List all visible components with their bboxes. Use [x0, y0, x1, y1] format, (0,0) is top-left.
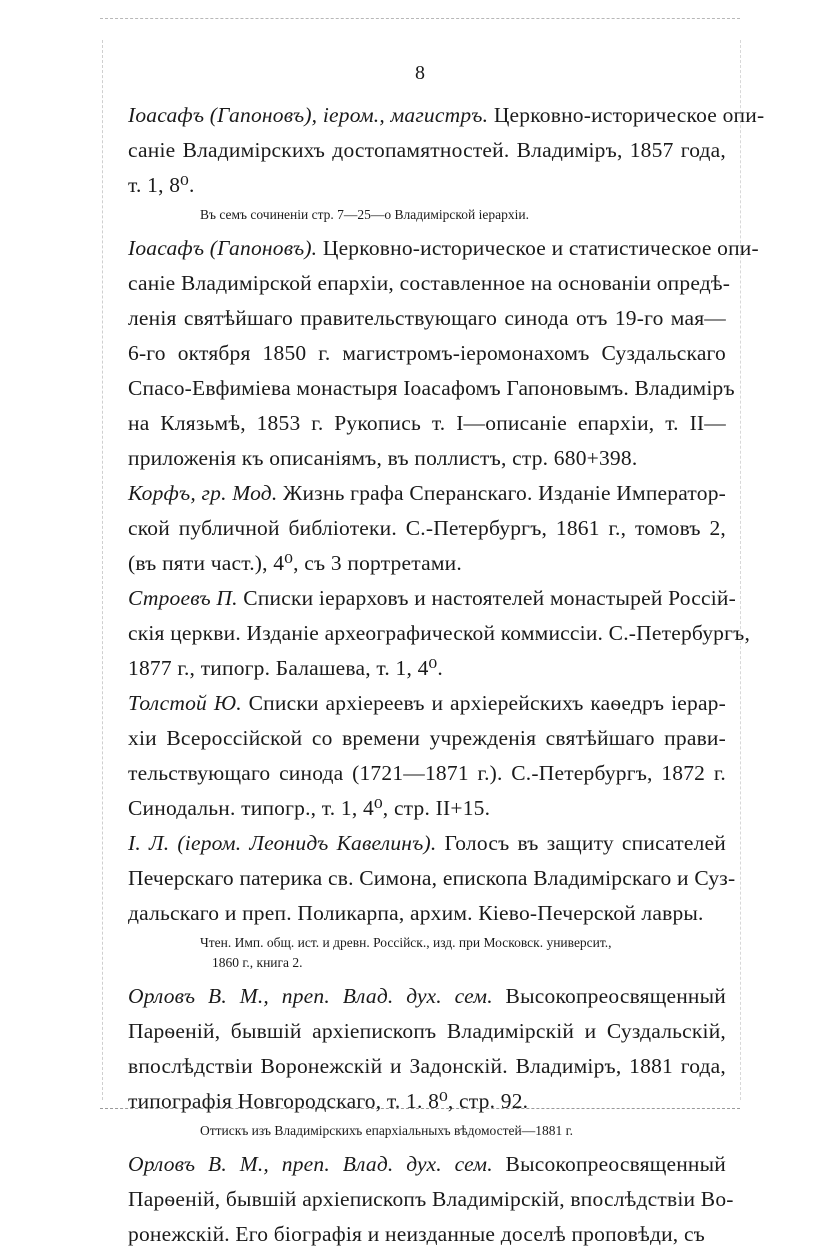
- entry-text: ленія святѣйшаго правительствующаго синода отъ 19-го мая—: [128, 306, 726, 330]
- page-edge-left: [102, 40, 103, 1100]
- entry-line: [128, 476, 726, 511]
- entry-line: [128, 581, 736, 616]
- entry-author: Іоасафъ (Гапоновъ).: [128, 236, 318, 260]
- entry-line: [128, 1049, 726, 1084]
- entry-text: хіи Всероссійской со времени учрежденія святѣйшаго прави-: [128, 726, 726, 750]
- entry-text: Высокопреосвященный: [492, 984, 726, 1008]
- entry-text: Списки іерарховъ и настоятелей монастырей Россій-: [237, 586, 736, 610]
- entry-line: [128, 686, 726, 721]
- bibliography-entry: [128, 826, 736, 973]
- entry-line: [128, 979, 726, 1014]
- entry-line: [128, 133, 726, 168]
- entry-author: Толстой Ю.: [128, 691, 242, 715]
- bibliography-entry: [128, 581, 751, 686]
- entry-text: саніе Владимірской епархіи, составленное на основаніи опредѣ-: [128, 271, 731, 295]
- entry-note: Чтен. Имп. общ. ист. и древн. Россійск., изд. при Московск. университ.,: [200, 935, 612, 950]
- entry-line: [128, 371, 735, 406]
- bibliography-entry: [128, 1147, 734, 1252]
- entry-note: Въ семъ сочиненіи стр. 7—25—о Владимірской іерархіи.: [200, 207, 529, 222]
- bibliography-list: [128, 98, 765, 1252]
- entry-line: [128, 406, 726, 441]
- entry-note: Оттискъ изъ Владимірскихъ епархіальныхъ вѣдомостей—1881 г.: [200, 1123, 574, 1138]
- entry-line: [128, 1217, 726, 1252]
- entry-line: [128, 651, 726, 686]
- entry-line: [128, 791, 726, 826]
- entry-author: Іоасафъ (Гапоновъ), іером., магистръ.: [128, 103, 489, 127]
- entry-line: [128, 441, 726, 476]
- entry-line: [128, 756, 726, 791]
- entry-line: [128, 826, 726, 861]
- entry-text: тельствующаго синода (1721—1871 г.). С.-Петербургъ, 1872 г.: [128, 761, 726, 785]
- entry-text: 1877 г., типогр. Балашева, т. 1, 4⁰.: [128, 656, 443, 680]
- entry-line: [128, 168, 726, 203]
- entry-text: скія церкви. Изданіе археографической коммиссіи. С.-Петербургъ,: [128, 621, 751, 645]
- entry-line: [128, 616, 751, 651]
- entry-text: ской публичной библіотеки. С.-Петербургъ, 1861 г., томовъ 2,: [128, 516, 726, 540]
- entry-line: [128, 511, 726, 546]
- entry-line: [128, 721, 726, 756]
- entry-text: типографія Новгородскаго, т. 1. 8⁰, стр. 92.: [128, 1089, 529, 1113]
- entry-line: [128, 336, 726, 371]
- entry-text: впослѣдствіи Воронежскій и Задонскій. Владиміръ, 1881 года,: [128, 1054, 726, 1078]
- bibliography-entry: [128, 231, 759, 476]
- entry-author: Строевъ П.: [128, 586, 238, 610]
- bibliography-entry: [128, 686, 726, 826]
- entry-author: Орловъ В. М., преп. Влад. дух. сем.: [128, 984, 493, 1008]
- page-number: 8: [415, 62, 425, 84]
- entry-text: Церковно-историческое и статистическое опи-: [317, 236, 759, 260]
- entry-author: Корфъ, гр. Мод.: [128, 481, 278, 505]
- entry-line: [128, 1147, 726, 1182]
- entry-author: Орловъ В. М., преп. Влад. дух. сем.: [128, 1152, 493, 1176]
- bibliography-entry: [128, 476, 726, 581]
- entry-line: [128, 1182, 734, 1217]
- entry-text: ронежскій. Его біографія и неизданные доселѣ проповѣди, съ: [128, 1222, 706, 1246]
- entry-line: [128, 1084, 726, 1119]
- entry-note: 1860 г., книга 2.: [212, 955, 303, 970]
- entry-text: Печерскаго патерика св. Симона, епископа Владимірскаго и Суз-: [128, 866, 736, 890]
- entry-text: Церковно-историческое опи-: [488, 103, 765, 127]
- entry-text: Синодальн. типогр., т. 1, 4⁰, стр. II+15.: [128, 796, 491, 820]
- entry-line: [128, 301, 726, 336]
- entry-text: Высокопреосвященный: [492, 1152, 726, 1176]
- entry-text: на Клязьмѣ, 1853 г. Рукопись т. I—описаніе епархіи, т. II—: [128, 411, 726, 435]
- entry-text: (въ пяти част.), 4⁰, съ 3 портретами.: [128, 551, 462, 575]
- entry-line: [128, 1014, 726, 1049]
- entry-text: приложенія къ описаніямъ, въ поллистъ, стр. 680+398.: [128, 446, 638, 470]
- entry-line: [128, 546, 726, 581]
- entry-line: [128, 231, 759, 266]
- entry-line: [128, 896, 726, 931]
- page-edge-right: [740, 40, 741, 1100]
- entry-text: Списки архіереевъ и архіерейскихъ каѳедръ іерар-: [241, 691, 726, 715]
- entry-text: Жизнь графа Сперанскаго. Изданіе Император-: [277, 481, 726, 505]
- entry-text: Голосъ въ защиту списателей: [436, 831, 726, 855]
- entry-text: дальскаго и преп. Поликарпа, архим. Кіево-Печерской лавры.: [128, 901, 704, 925]
- entry-text: Спасо-Евфиміева монастыря Іоасафомъ Гапоновымъ. Владиміръ: [128, 376, 735, 400]
- entry-text: Парѳеній, бывшій архіепископъ Владимірскій и Суздальскій,: [128, 1019, 726, 1043]
- entry-text: 6-го октября 1850 г. магистромъ-іеромонахомъ Суздальскаго: [128, 341, 726, 365]
- bibliography-entry: [128, 979, 726, 1141]
- entry-author: І. Л. (іером. Леонидъ Кавелинъ).: [128, 831, 437, 855]
- entry-text: саніе Владимірскихъ достопамятностей. Владиміръ, 1857 года,: [128, 138, 726, 162]
- entry-line: [128, 861, 736, 896]
- page-edge-top: [100, 18, 740, 19]
- bibliography-entry: [128, 98, 765, 225]
- entry-text: Парѳеній, бывшій архіепископъ Владимірскій, впослѣдствіи Во-: [128, 1187, 734, 1211]
- entry-line: [128, 266, 731, 301]
- entry-line: [128, 98, 765, 133]
- entry-text: т. 1, 8⁰.: [128, 173, 195, 197]
